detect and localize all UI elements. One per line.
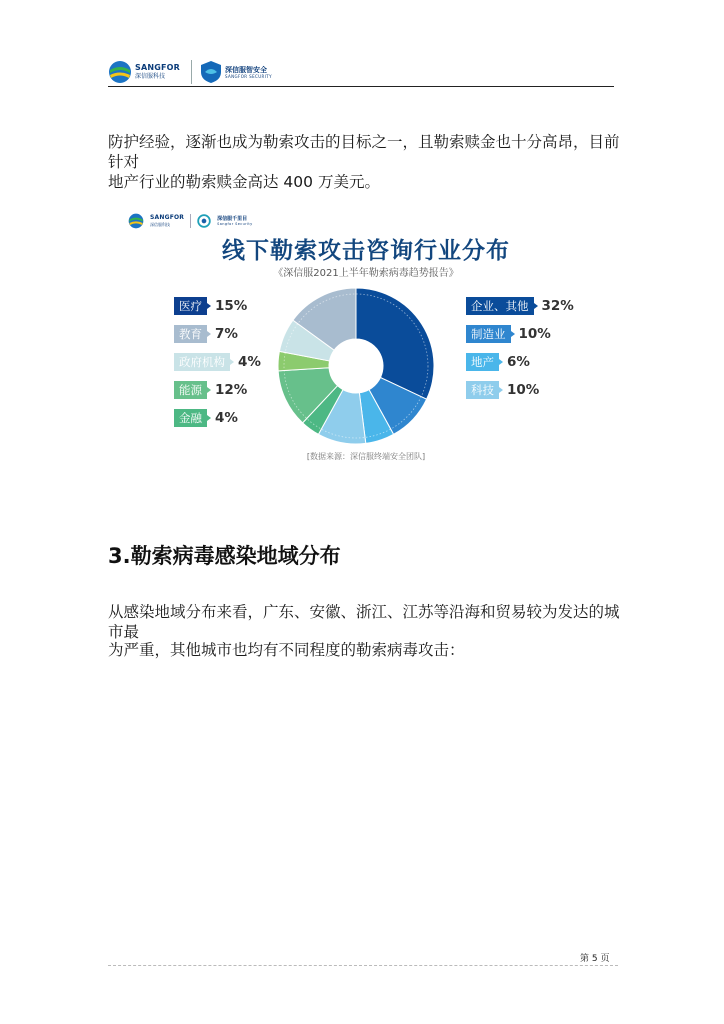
legend-arrow-icon [499, 353, 505, 371]
legend-right-item [466, 381, 539, 399]
legend-arrow-icon [499, 381, 505, 399]
figure-logo-en: SANGFOR [150, 214, 185, 221]
legend-left-percent: 15% [215, 298, 248, 314]
legend-arrow-icon [230, 353, 236, 371]
paragraph-line-4: 为严重，其他城市也均有不同程度的勒索病毒攻击： [108, 641, 465, 659]
legend-left-percent: 4% [238, 354, 261, 370]
sangfor-logo [108, 58, 180, 86]
legend-right-percent: 10% [507, 382, 540, 398]
figure-title: 线下勒索攻击咨询行业分布 [222, 238, 510, 264]
legend-left-item [174, 381, 247, 399]
shield-icon [200, 60, 222, 84]
figure-logo-cn: 深信服科技 [150, 222, 170, 227]
legend-left-percent: 4% [215, 410, 238, 426]
sangfor-logo-en: SANGFOR [135, 63, 181, 72]
legend-left-label: 能源 [174, 381, 207, 399]
legend-arrow-icon [207, 325, 213, 343]
legend-left-item [174, 409, 238, 427]
legend-arrow-icon [207, 297, 213, 315]
legend-left-item [174, 353, 261, 371]
legend-left-label: 政府机构 [174, 353, 230, 371]
figure-logo-right: 深信服千里目 [217, 216, 248, 223]
legend-left-item [174, 325, 238, 343]
industry-distribution-figure [128, 208, 604, 466]
legend-right-label: 地产 [466, 353, 499, 371]
footer-rule [108, 965, 618, 966]
legend-left-label: 医疗 [174, 297, 207, 315]
legend-left-percent: 7% [215, 326, 238, 342]
legend-right-label: 科技 [466, 381, 499, 399]
legend-right-label: 制造业 [466, 325, 511, 343]
legend-right-percent: 10% [518, 326, 551, 342]
legend-right-item [466, 325, 551, 343]
sangfor-logo-cn: 深信服科技 [135, 73, 166, 80]
section-title: 3.勒索病毒感染地域分布 [108, 544, 341, 568]
legend-arrow-icon [207, 381, 213, 399]
page-number: 第 5 页 [580, 954, 610, 964]
paragraph-line-1: 防护经验，逐渐也成为勒索攻击的目标之一，且勒索赎金也十分高昂，目前针对 [108, 133, 620, 171]
figure-logo-right-en: Sangfor Security [217, 222, 253, 227]
legend-left-item [174, 297, 247, 315]
sangfor-globe-icon [108, 60, 132, 84]
figure-source: [数据来源：深信服终端安全团队] [306, 452, 426, 461]
figure-subtitle: 《深信服2021上半年勒索病毒趋势报告》 [273, 268, 459, 279]
legend-right-percent: 32% [541, 298, 574, 314]
logo-divider [191, 60, 192, 84]
legend-arrow-icon [534, 297, 540, 315]
sangfor-security-logo [200, 58, 272, 86]
legend-right-label: 企业、其他 [466, 297, 534, 315]
legend-right-percent: 6% [507, 354, 530, 370]
page-header [108, 58, 614, 88]
legend-left-label: 教育 [174, 325, 207, 343]
paragraph-line-3: 从感染地域分布来看，广东、安徽、浙江、江苏等沿海和贸易较为发达的城市最 [108, 603, 620, 641]
paragraph-line-2: 地产行业的勒索赎金高达 400 万美元。 [108, 173, 380, 191]
donut-slice-0 [356, 288, 434, 399]
security-logo-en: SANGFOR SECURITY [225, 74, 272, 79]
legend-right-item [466, 353, 530, 371]
security-logo-cn: 深信服智安全 [225, 66, 267, 74]
legend-arrow-icon [511, 325, 517, 343]
legend-left-percent: 12% [215, 382, 248, 398]
legend-right-item [466, 297, 574, 315]
header-rule [108, 86, 614, 87]
legend-arrow-icon [207, 409, 213, 427]
legend-left-label: 金融 [174, 409, 207, 427]
